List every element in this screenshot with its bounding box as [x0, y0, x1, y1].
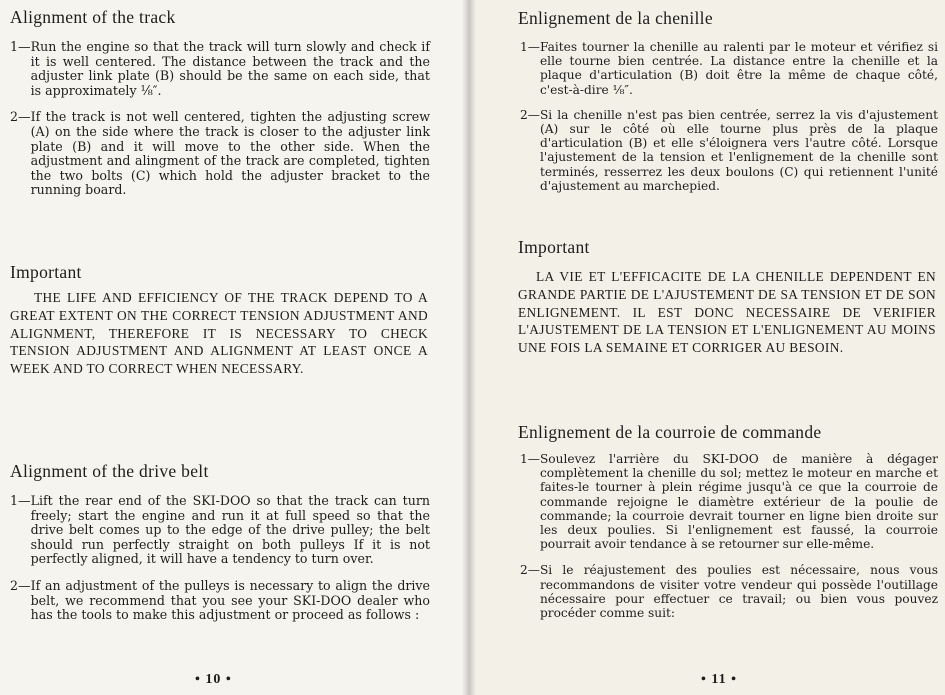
- section-heading: Enlignement de la chenille: [518, 8, 713, 28]
- list-item: 2— If the track is not well centered, tighten the adjusting screw (A) on the side where the track is closer to the adjuster link plate (B) and it will move to the other side. When the adjustment and alingment of the track are completed, tighten the two bolts (C) which hold the adjuster bracket to the running board.: [10, 109, 430, 198]
- section-heading: Important: [518, 237, 590, 257]
- belt-steps-en: [10, 494, 430, 623]
- section-heading: Alignment of the drive belt: [10, 461, 209, 481]
- track-steps-fr: [520, 40, 938, 193]
- section-heading: Important: [10, 262, 82, 282]
- list-item: 1— Soulevez l'arrière du SKI-DOO de manière à dégager complètement la chenille du sol; mettez le moteur en marche et faites-le tourner à plein régime jusqu'à ce que la courroie de commande rejoigne le diamètre extérieur de la poulie de commande; la courroie devrait tourner en ligne bien droite sur les deux poulies. Si l'enlignement est faussé, la courroie pourrait avoir tendance à se retourner sur elle-même.: [520, 452, 938, 552]
- list-item: 2— Si le réajustement des poulies est nécessaire, nous vous recommandons de visiter votre vendeur qui possède l'outillage nécessaire pour effectuer ce travail; ou bien vous pouvez procéder comme suit:: [520, 563, 938, 621]
- left-page: [0, 0, 468, 695]
- important-section-fr: [518, 237, 938, 257]
- book-gutter: [462, 0, 476, 695]
- page-number: • 10 •: [195, 672, 232, 687]
- track-section-en: [10, 7, 450, 27]
- right-page: [468, 0, 945, 695]
- list-item: 2— Si la chenille n'est pas bien centrée, serrez la vis d'ajustement (A) sur le côté où elle tourne plus près de la plaque d'articulation (B) et elle s'éloignera vers l'autre côté. Lorsque l'ajustement de la tension et l'enlignement de la chenille sont terminés, resserrez les deux boulons (C) qui retiennent l'unité d'ajustement au marchepied.: [520, 107, 938, 193]
- important-section-en: [10, 262, 450, 282]
- important-notice-fr: LA VIE ET L'EFFICACITE DE LA CHENILLE DEPENDENT EN GRANDE PARTIE DE L'AJUSTEMENT DE SA TENSION ET DE SON ENLIGNEMENT. IL EST DONC NECESSAIRE DE VERIFIER L'AJUSTEMENT DE LA TENSION ET L'ENLIGNEMENT AU MOINS UNE FOIS LA SEMAINE ET CORRIGER AU BESOIN.: [518, 269, 936, 356]
- track-steps-en: [10, 40, 430, 198]
- list-item: 1— Faites tourner la chenille au ralenti par le moteur et vérifiez si elle tourne bien centrée. La distance entre la chenille et la plaque d'articulation (B) doit être la même de chaque côté, c'est-à-dire ⅛″.: [520, 40, 938, 97]
- important-notice-en: THE LIFE AND EFFICIENCY OF THE TRACK DEPEND TO A GREAT EXTENT ON THE CORRECT TENSION ADJUSTMENT AND ALIGNMENT, THEREFORE IT IS NECESSARY TO CHECK TENSION ADJUSTMENT AND ALIGNMENT AT LEAST ONCE A WEEK AND TO CORRECT WHEN NECESSARY.: [10, 290, 428, 377]
- page-number: • 11 •: [701, 672, 738, 687]
- belt-section-en: [10, 461, 450, 481]
- list-item: 1— Lift the rear end of the SKI-DOO so that the track can turn freely; start the engine and run it at full speed so that the drive belt comes up to the edge of the drive pulley; the belt should run perfectly straight on both pulleys If it is not perfectly aligned, it will have a tendency to turn over.: [10, 493, 430, 567]
- section-heading: Alignment of the track: [10, 7, 176, 27]
- section-heading: Enlignement de la courroie de commande: [518, 422, 822, 442]
- belt-steps-fr: [520, 452, 938, 620]
- list-item: 2— If an adjustment of the pulleys is necessary to align the drive belt, we recommend that you see your SKI-DOO dealer who has the tools to make this adjustment or proceed as follows :: [10, 577, 430, 623]
- belt-section-fr: [518, 422, 938, 442]
- list-item: 1— Run the engine so that the track will turn slowly and check if it is well centered. The distance between the track and the adjuster link plate (B) should be the same on each side, that is approximately ⅛″.: [10, 39, 430, 98]
- track-section-fr: [518, 8, 938, 28]
